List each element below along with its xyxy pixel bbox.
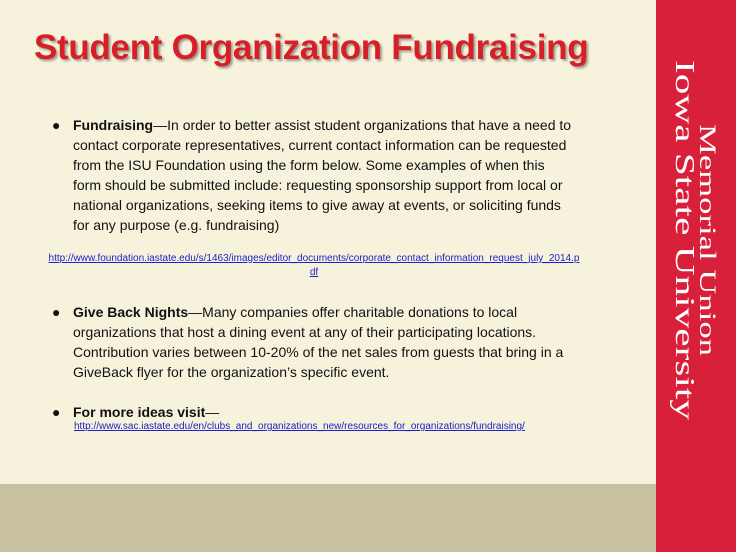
item-title: For more ideas visit (73, 404, 206, 420)
bullet-text (73, 402, 353, 422)
bullet-text (73, 115, 573, 235)
bullet-icon: ● (52, 404, 61, 420)
sac-fundraising-link[interactable]: http://www.sac.iastate.edu/en/clubs_and_organizations_new/resources_for_organizations/fundraising/ (74, 421, 525, 432)
slide-title: Student Organization Fundraising (34, 28, 589, 67)
item-body: —In order to better assist student organizations that have a need to contact corporate representatives, current contact information can be requested from the ISU Foundation using the form below. Some examples of when this form should be submitted include: requesting sponsorship support from local or national organizations, seeking items to give away at events, or soliciting funds for any purpose (e.g. fundraising) (73, 117, 572, 233)
item-body: —Many companies offer charitable donations to local organizations that host a dining event at any of their participating locations. Contribution varies between 10-20% of the net sales from guests that bring in a GiveBack flyer for the organization’s specific event. (73, 304, 564, 380)
logo-line-1: Iowa State University (670, 60, 700, 296)
item-title: Fundraising (73, 117, 154, 133)
bullet-text (73, 302, 583, 382)
logo-line-2: Memorial Union (695, 124, 720, 278)
item-body: — (205, 404, 220, 420)
item-title: Give Back Nights (73, 304, 189, 320)
bullet-item-more-ideas (52, 402, 352, 422)
bullet-icon: ● (52, 304, 61, 320)
foundation-form-link[interactable]: http://www.foundation.iastate.edu/s/1463/images/editor_documents/corporate_contact_information_request_july_2014.pdf (48, 253, 580, 278)
sidebar-brand-band (656, 0, 736, 552)
footer-band (0, 484, 656, 552)
bullet-item-fundraising (52, 115, 572, 235)
bullet-icon: ● (52, 117, 61, 133)
university-logo (656, 0, 736, 552)
foundation-link-wrapper (48, 252, 580, 280)
bullet-item-give-back (52, 302, 572, 382)
